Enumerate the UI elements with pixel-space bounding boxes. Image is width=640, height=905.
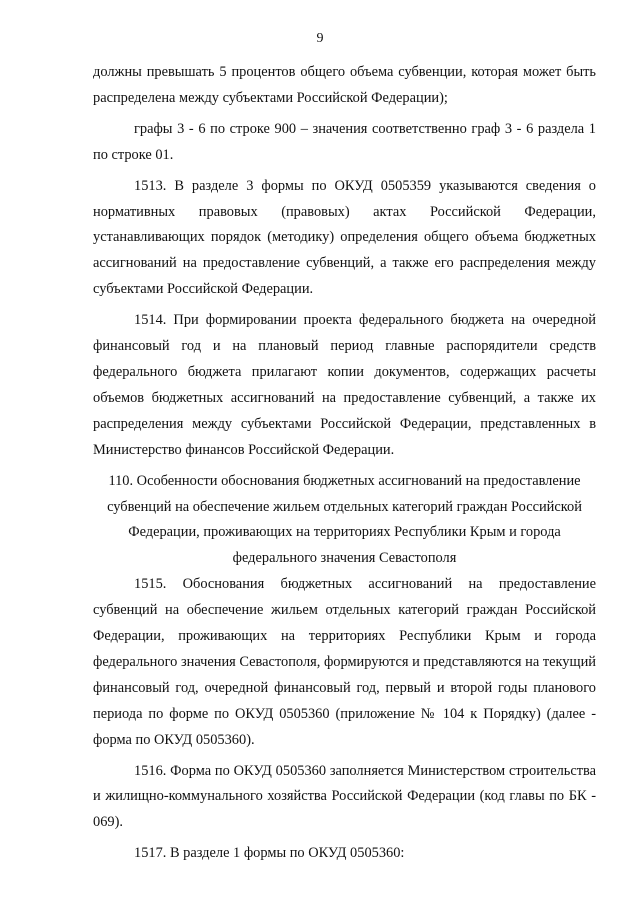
paragraph-1515: 1515. Обоснования бюджетных ассигнований на предоставление субвенций на обеспечение жильем отдельных категорий граждан Российской Федерации, проживающих на территориях Республики Крым и города федерального значения Севастополя, формируются и представляются на текущий финансовый год, очередной финансовый год, первый и второй годы планового периода по форме по ОКУД 0505360 (приложение № 104 к Порядку) (далее - форма по ОКУД 0505360). [93, 576, 596, 748]
document-body [93, 60, 596, 867]
paragraph-1513: 1513. В разделе 3 формы по ОКУД 0505359 указываются сведения о нормативных правовых (правовых) актах Российской Федерации, устанавливающих порядок (методику) определения общего объема бюджетных ассигнований на предоставление субвенций, а также его распределения между субъектами Российской Федерации. [93, 177, 596, 298]
paragraph-columns-row-900: графы 3 - 6 по строке 900 – значения соответственно граф 3 - 6 раздела 1 по строке 01. [93, 120, 596, 163]
paragraph-1516: 1516. Форма по ОКУД 0505360 заполняется Министерством строительства и жилищно-коммунального хозяйства Российской Федерации (код главы по БК - 069). [93, 762, 596, 831]
paragraph-continuation: должны превышать 5 процентов общего объема субвенции, которая может быть распределена между субъектами Российской Федерации); [93, 64, 596, 106]
section-heading-110: 110. Особенности обоснования бюджетных ассигнований на предоставление субвенций на обеспечение жильем отдельных категорий граждан Российской Федерации, проживающих на территориях Республики Крым и города федерального значения Севастополя [107, 472, 582, 567]
paragraph-1517: 1517. В разделе 1 формы по ОКУД 0505360: [134, 845, 405, 862]
page-number: 9 [316, 31, 324, 46]
paragraph-1514: 1514. При формировании проекта федерального бюджета на очередной финансовый год и на плановый период главные распорядители средств федерального бюджета прилагают копии документов, содержащих расчеты объемов бюджетных ассигнований на предоставление субвенций, а также их распределения между субъектами Российской Федерации, представленных в Министерство финансов Российской Федерации. [93, 312, 596, 458]
